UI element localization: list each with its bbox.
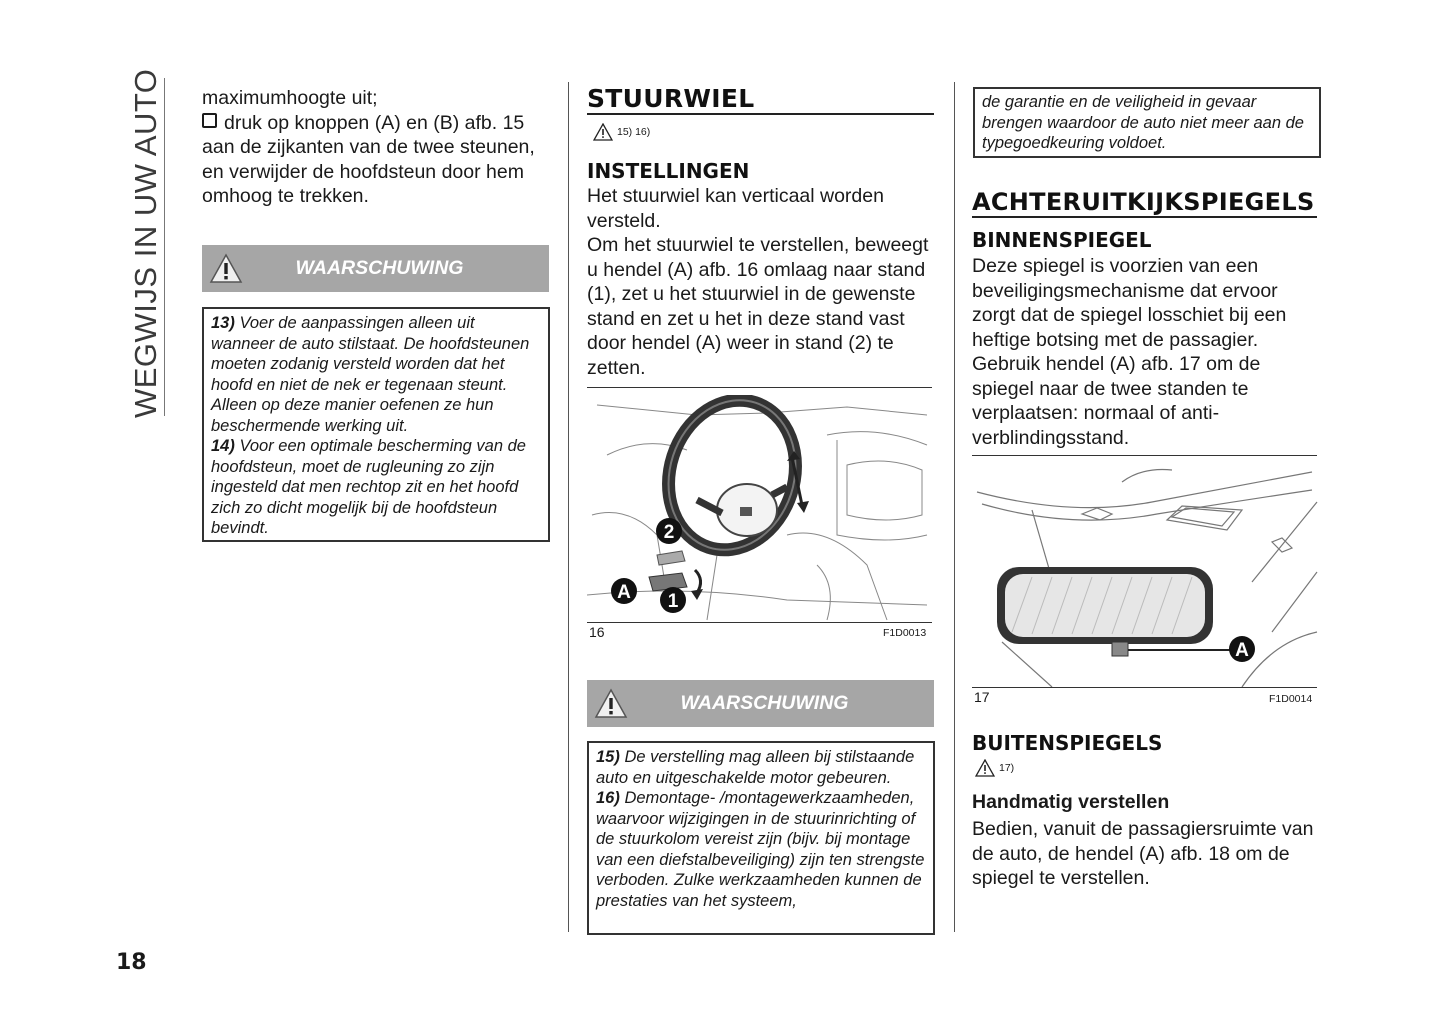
warning-label: WAARSCHUWING bbox=[680, 692, 849, 714]
paragraph: Om het stuurwiel te verstellen, beweegt u hendel (A) afb. 16 omlaag naar stand (1), zet u het stuurwiel in de gewenste stand en zet u het in deze stand vast door hendel (A) weer in stand (2) te zetten. bbox=[587, 234, 929, 379]
subheading-buitenspiegels: BUITENSPIEGELS bbox=[972, 731, 1163, 755]
checkbox-bullet-icon bbox=[202, 113, 217, 128]
warning-refs: 17) bbox=[975, 759, 1014, 777]
label-badge bbox=[611, 578, 637, 604]
label-badge bbox=[656, 518, 682, 544]
svg-text:A: A bbox=[1235, 640, 1249, 661]
warning-triangle-icon bbox=[202, 245, 250, 292]
section-title-vertical: WEGWIJS IN UW AUTO bbox=[128, 68, 163, 418]
page-number: 18 bbox=[116, 950, 147, 975]
column3-text-2 bbox=[972, 817, 1322, 891]
note-item: 16) Demontage- /montagewerkzaamheden, waarvoor wijzigingen in de stuurinrichting of de stuurkolom vereist zijn (bijv. bij montage van een diefstalbeveiliging) zijn ten strengste verboden. Zulke werkzaamheden kunnen de prestaties van het systeem, bbox=[596, 789, 925, 910]
warning-triangle-icon bbox=[587, 680, 635, 727]
warning-refs: 15) 16) bbox=[593, 123, 650, 141]
section-heading-spiegels: ACHTERUITKIJKSPIEGELS bbox=[972, 188, 1315, 216]
steering-wheel-illustration bbox=[587, 395, 933, 623]
figure-bottom-rule bbox=[587, 622, 932, 623]
rearview-mirror-illustration bbox=[972, 462, 1318, 687]
svg-text:A: A bbox=[617, 582, 631, 603]
column-divider bbox=[568, 82, 569, 932]
column2-text bbox=[587, 184, 939, 380]
intro-line: maximumhoogte uit; bbox=[202, 87, 378, 109]
figure-top-rule bbox=[972, 455, 1317, 456]
subheading-binnenspiegel: BINNENSPIEGEL bbox=[972, 228, 1152, 252]
warning-header bbox=[202, 245, 549, 292]
warning-notes-box bbox=[202, 307, 550, 542]
warning-small-icon bbox=[593, 123, 613, 141]
heading-rule bbox=[587, 113, 934, 115]
warning-small-icon bbox=[975, 759, 995, 777]
continued-note-box bbox=[973, 87, 1321, 158]
figure-number: 17 bbox=[974, 689, 990, 705]
warning-label: WAARSCHUWING bbox=[295, 257, 464, 279]
paragraph: Deze spiegel is voorzien van een beveiligingsmechanisme dat ervoor zorgt dat de spiegel losschiet bij een heftige botsing met de passagier. Gebruik hendel (A) afb. 17 om de spiegel naar de twee standen te verplaatsen: normaal of anti-verblindingsstand. bbox=[972, 255, 1287, 449]
section-heading-stuurwiel: STUURWIEL bbox=[587, 84, 755, 113]
label-badge bbox=[1229, 636, 1255, 662]
svg-text:1: 1 bbox=[667, 591, 679, 612]
figure-code: F1D0014 bbox=[1269, 693, 1313, 705]
paragraph: Het stuurwiel kan verticaal worden versteld. bbox=[587, 185, 884, 232]
note-item: 14) Voor een optimale bescherming van de hoofdsteun, moet de rugleuning zo zijn ingesteld dat men rechtop zit en het hoofd zich zo dicht mogelijk bij de hoofdsteun bevindt. bbox=[211, 437, 526, 537]
note-continued-text: de garantie en de veiligheid in gevaar brengen waardoor de auto niet meer aan de typegoedkeuring voldoet. bbox=[982, 93, 1304, 152]
figure-bottom-rule bbox=[972, 687, 1317, 688]
figure-number: 16 bbox=[589, 624, 605, 640]
subheading-handmatig: Handmatig verstellen bbox=[972, 791, 1170, 813]
bullet-item: druk op knoppen (A) en (B) afb. 15 aan de zijkanten van de twee steunen, en verwijder de hoofdsteun door hem omhoog te trekken. bbox=[202, 111, 535, 207]
note-item: 13) Voer de aanpassingen alleen uit wanneer de auto stilstaat. De hoofdsteunen moeten zodanig versteld worden dat het hoofd en niet de nek er tegenaan steunt. Alleen op deze manier oefenen ze hun beschermende werking uit. bbox=[211, 314, 530, 435]
label-badge bbox=[660, 587, 686, 613]
sidebar-divider bbox=[164, 78, 165, 416]
column-divider bbox=[954, 82, 955, 932]
warning-header bbox=[587, 680, 934, 727]
figure-code: F1D0013 bbox=[883, 627, 927, 639]
column3-text bbox=[972, 254, 1317, 450]
figure-top-rule bbox=[587, 387, 932, 388]
warning-notes-box bbox=[587, 741, 935, 935]
column1-text bbox=[202, 86, 542, 209]
heading-rule bbox=[972, 216, 1317, 218]
subheading-instellingen: INSTELLINGEN bbox=[587, 159, 750, 183]
note-item: 15) De verstelling mag alleen bij stilstaande auto en uitgeschakelde motor gebeuren. bbox=[596, 748, 915, 787]
svg-text:2: 2 bbox=[663, 522, 675, 543]
paragraph: Bedien, vanuit de passagiersruimte van de auto, de hendel (A) afb. 18 om de spiegel te verstellen. bbox=[972, 818, 1314, 889]
